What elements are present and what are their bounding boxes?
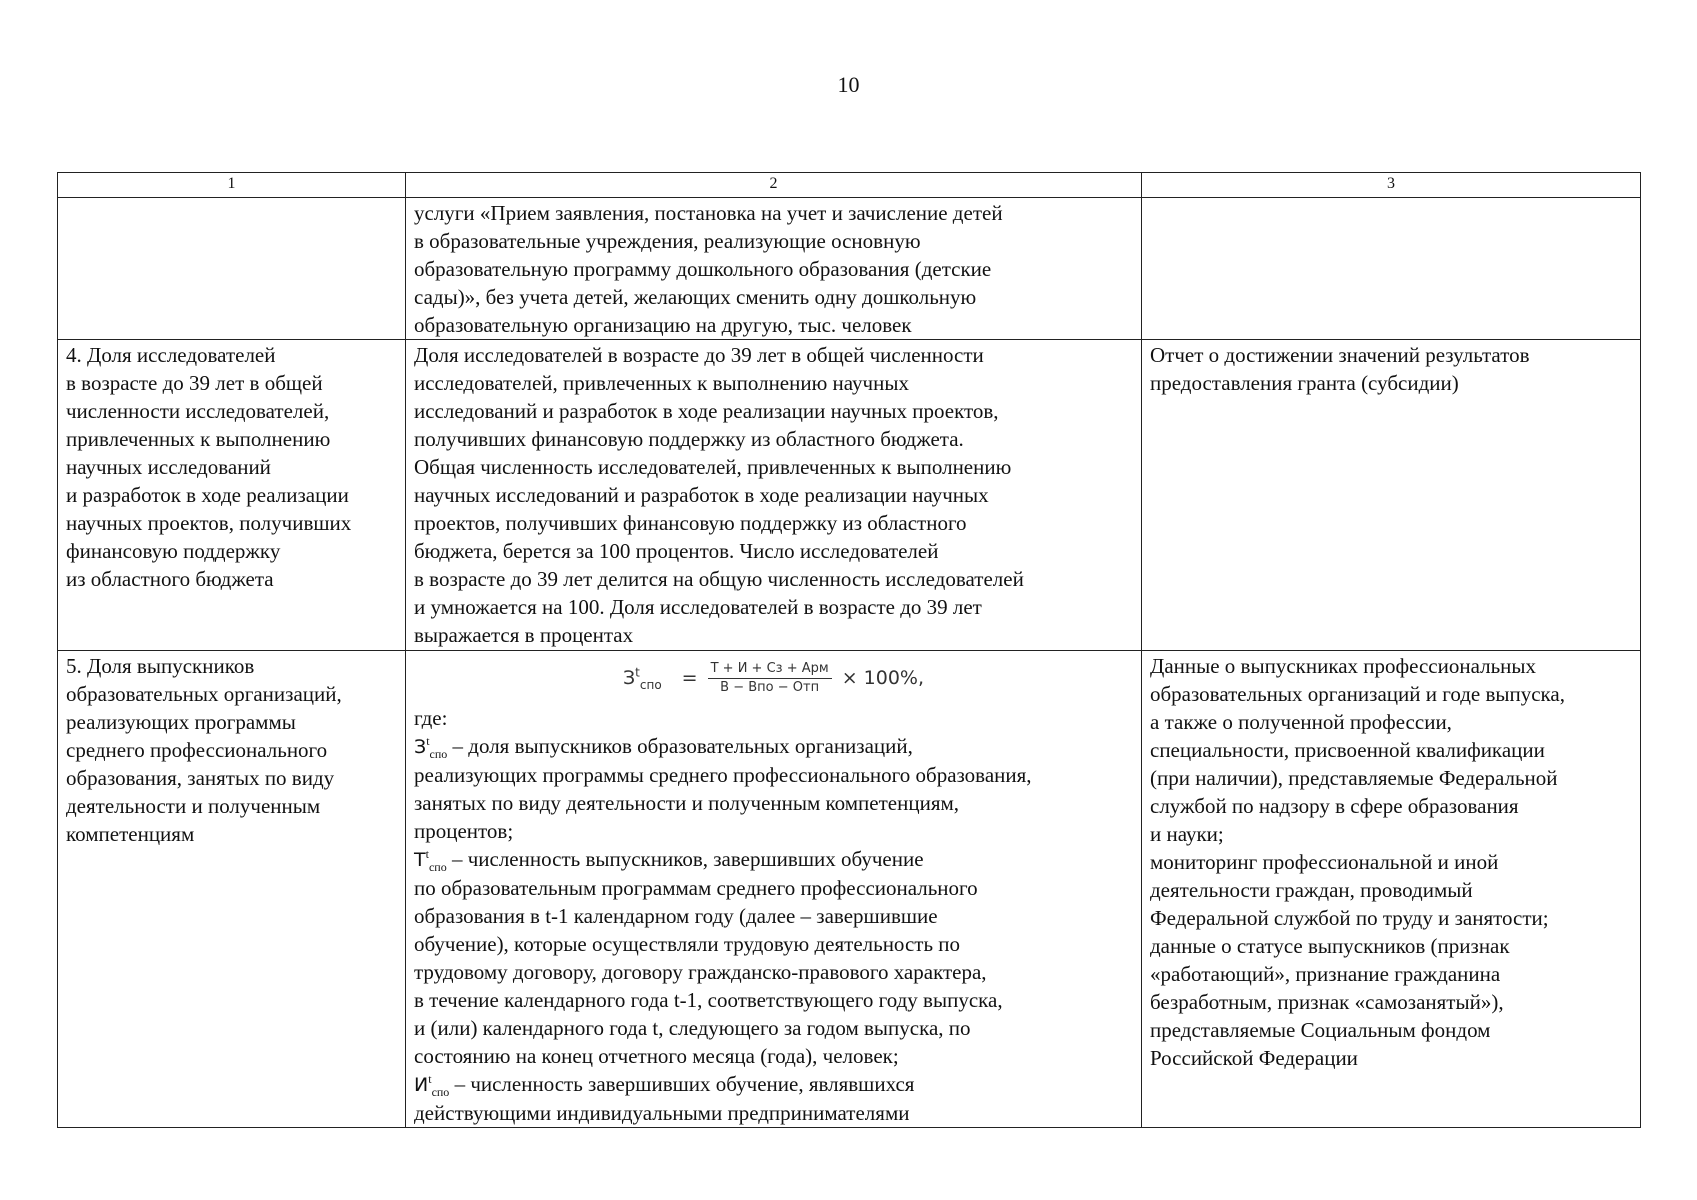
text-line: Отчет о достижении значений результатов xyxy=(1150,343,1530,367)
table-row xyxy=(58,198,1641,340)
text-line: в возрасте до 39 лет делится на общую численность исследователей xyxy=(414,567,1024,591)
text-line: занятых по виду деятельности и полученным компетенциям, xyxy=(414,791,960,815)
text-line: образования, занятых по виду xyxy=(66,766,335,790)
text-line: исследователей, привлеченных к выполнению научных xyxy=(414,371,909,395)
formula-fraction xyxy=(708,660,832,697)
text-line: и (или) календарного года t, следующего за годом выпуска, по xyxy=(414,1016,971,1040)
formula-denominator: В − Впо − Отп xyxy=(720,679,820,695)
text-line: привлеченных к выполнению xyxy=(66,427,331,451)
text-line: Доля исследователей в возрасте до 39 лет в общей численности xyxy=(414,343,984,367)
table-header-row xyxy=(58,173,1641,198)
table-row xyxy=(58,651,1641,1128)
definition-t: $Т^t_{спо}$ – численность выпускников, завершивших обучение xyxy=(414,847,924,875)
text-line: образовательную организацию на другую, тыс. человек xyxy=(414,313,912,337)
text-line: в возрасте до 39 лет в общей xyxy=(66,371,323,395)
text-line: «работающий», признание гражданина xyxy=(1150,962,1501,986)
row2-col1 xyxy=(58,340,406,651)
row1-col2 xyxy=(406,198,1142,340)
text-line: реализующих программы среднего профессионального образования, xyxy=(414,763,1032,787)
text-line: численности исследователей, xyxy=(66,399,330,423)
row1-col3 xyxy=(1142,198,1641,340)
text-line: Федеральной службой по труду и занятости; xyxy=(1150,906,1549,930)
text-line: мониторинг профессиональной и иной xyxy=(1150,850,1499,874)
text-line: а также о полученной профессии, xyxy=(1150,710,1452,734)
text-line: сады)», без учета детей, желающих сменить одну дошкольную xyxy=(414,285,977,309)
text-line: бюджета, берется за 100 процентов. Число исследователей xyxy=(414,539,939,563)
text-line: обучение), которые осуществляли трудовую деятельность по xyxy=(414,932,961,956)
text-line: реализующих программы xyxy=(66,710,296,734)
text-line: процентов; xyxy=(414,819,514,843)
text-line: научных проектов, получивших xyxy=(66,511,352,535)
text-line: 5. Доля выпускников xyxy=(66,654,255,678)
header-col-1: 1 xyxy=(58,173,406,198)
row2-col3 xyxy=(1142,340,1641,651)
formula-numerator: Т + И + Сз + Арм xyxy=(708,660,832,679)
text-line: данные о статусе выпускников (признак xyxy=(1150,934,1510,958)
formula-lhs: $З^t_{спо}$ xyxy=(622,665,662,692)
row3-col1 xyxy=(58,651,406,1128)
text-line: безработным, признак «самозанятый»), xyxy=(1150,990,1504,1014)
text-line: и науки; xyxy=(1150,822,1224,846)
text-line: по образовательным программам среднего профессионального xyxy=(414,876,978,900)
text-line: деятельности и полученным xyxy=(66,794,321,818)
text-line: состоянию на конец отчетного месяца (года), человек; xyxy=(414,1044,899,1068)
text-line: образовательных организаций, xyxy=(66,682,342,706)
text-line: в течение календарного года t-1, соответствующего году выпуска, xyxy=(414,988,1003,1012)
header-col-2: 2 xyxy=(406,173,1142,198)
text-line: представляемые Социальным фондом xyxy=(1150,1018,1491,1042)
text-line: в образовательные учреждения, реализующие основную xyxy=(414,229,921,253)
where-label: где: xyxy=(414,706,448,730)
text-line: научных исследований xyxy=(66,455,271,479)
text-line: Общая численность исследователей, привлеченных к выполнению xyxy=(414,455,1012,479)
formula-multiplier: × 100%, xyxy=(841,667,925,689)
text-line: исследований и разработок в ходе реализации научных проектов, xyxy=(414,399,999,423)
formula xyxy=(414,652,1133,704)
table-row xyxy=(58,340,1641,651)
header-col-3: 3 xyxy=(1142,173,1641,198)
definition-i: $И^t_{спо}$ – численность завершивших обучение, являвшихся xyxy=(414,1072,915,1100)
row3-col3 xyxy=(1142,651,1641,1128)
text-line: образования в t-1 календарном году (далее – завершившие xyxy=(414,904,938,928)
text-line: и умножается на 100. Доля исследователей в возрасте до 39 лет xyxy=(414,595,982,619)
text-line: среднего профессионального xyxy=(66,738,328,762)
text-line: деятельности граждан, проводимый xyxy=(1150,878,1473,902)
text-line: Российской Федерации xyxy=(1150,1046,1358,1070)
text-line: услуги «Прием заявления, постановка на учет и зачисление детей xyxy=(414,201,1003,225)
text-line: научных исследований и разработок в ходе реализации научных xyxy=(414,483,989,507)
text-line: 4. Доля исследователей xyxy=(66,343,276,367)
text-line: образовательных организаций и годе выпуска, xyxy=(1150,682,1566,706)
text-line: образовательную программу дошкольного образования (детские xyxy=(414,257,992,281)
text-line: трудовому договору, договору гражданско-правового характера, xyxy=(414,960,987,984)
text-line: Данные о выпускниках профессиональных xyxy=(1150,654,1536,678)
text-line: (при наличии), представляемые Федеральной xyxy=(1150,766,1558,790)
text-line: предоставления гранта (субсидии) xyxy=(1150,371,1459,395)
text-line: компетенциям xyxy=(66,822,195,846)
row3-col2 xyxy=(406,651,1142,1128)
page-number: 10 xyxy=(837,72,860,97)
text-line: и разработок в ходе реализации xyxy=(66,483,349,507)
text-line: получивших финансовую поддержку из областного бюджета. xyxy=(414,427,964,451)
indicators-table xyxy=(57,172,1641,1128)
row1-col1 xyxy=(58,198,406,340)
text-line: из областного бюджета xyxy=(66,567,274,591)
formula-equals: = xyxy=(681,667,698,689)
text-line: специальности, присвоенной квалификации xyxy=(1150,738,1545,762)
text-line: проектов, получивших финансовую поддержку из областного xyxy=(414,511,967,535)
definition-z: $З^t_{спо}$ – доля выпускников образовательных организаций, xyxy=(414,734,913,762)
row2-col2 xyxy=(406,340,1142,651)
text-line: службой по надзору в сфере образования xyxy=(1150,794,1519,818)
text-line: действующими индивидуальными предпринимателями xyxy=(414,1101,910,1125)
text-line: выражается в процентах xyxy=(414,623,634,647)
text-line: финансовую поддержку xyxy=(66,539,281,563)
